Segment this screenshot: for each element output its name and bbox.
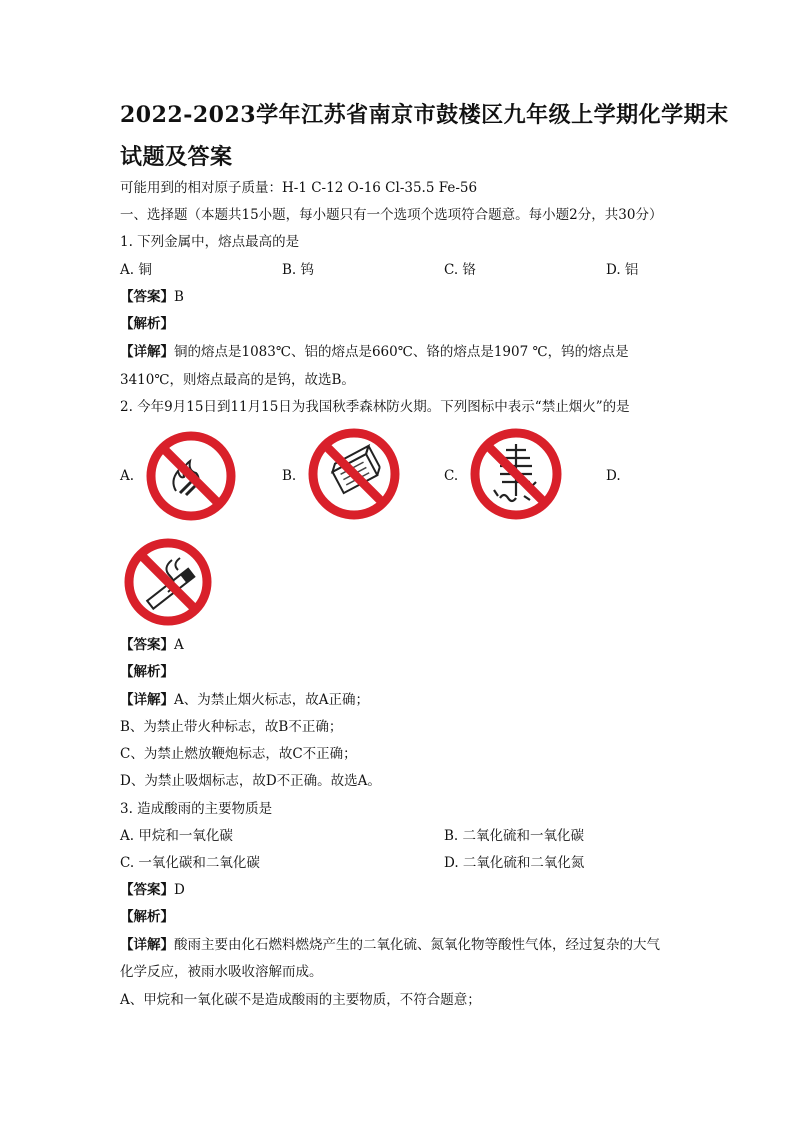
q1-option-a: A. 铜: [120, 262, 152, 278]
q2-option-d-label: D.: [606, 468, 621, 484]
q3-option-a: A. 甲烷和一氧化碳: [120, 828, 233, 844]
answer-value: D: [174, 882, 185, 898]
answer-value: B: [174, 289, 184, 305]
q1-detail-line1: [120, 344, 629, 360]
q1-detail-line2: 3410℃，则熔点最高的是钨，故选B。: [120, 372, 355, 388]
answer-tag: 【答案】: [120, 882, 174, 898]
q3-option-c: C. 一氧化碳和二氧化碳: [120, 855, 260, 871]
q2-analysis-tag: 【解析】: [120, 664, 174, 680]
detail-text: 铜的熔点是1083℃、铝的熔点是660℃、铬的熔点是1907 ℃，钨的熔点是: [174, 344, 629, 360]
q2-option-c-label: C.: [444, 468, 459, 484]
document-title-line2: 试题及答案: [120, 144, 233, 170]
detail-text: A、为禁止烟火标志，故A正确；: [174, 692, 369, 708]
q2-detail-line2: B、为禁止带火种标志，故B不正确；: [120, 719, 343, 735]
q2-stem: 2. 今年9月15日到11月15日为我国秋季森林防火期。下列图标中表示“禁止烟火”的是: [120, 399, 630, 415]
q2-answer: [120, 637, 184, 653]
q2-detail-line1: [120, 692, 369, 708]
q3-detail-line2: 化学反应，被雨水吸收溶解而成。: [120, 964, 323, 980]
detail-tag: 【详解】: [120, 344, 174, 360]
q1-option-c: C. 铬: [444, 262, 476, 278]
answer-tag: 【答案】: [120, 637, 174, 653]
q3-analysis-tag: 【解析】: [120, 909, 174, 925]
no-smoking-sign-icon: [124, 538, 212, 626]
q3-detail-line1: [120, 937, 660, 953]
q3-answer: [120, 882, 185, 898]
answer-tag: 【答案】: [120, 289, 174, 305]
q2-detail-line3: C、为禁止燃放鞭炮标志，故C不正确；: [120, 746, 357, 762]
q3-option-d: D. 二氧化硫和二氧化氮: [444, 855, 585, 871]
detail-tag: 【详解】: [120, 692, 174, 708]
q1-option-d: D. 铝: [606, 262, 639, 278]
answer-value: A: [174, 637, 184, 653]
q1-analysis-tag: 【解析】: [120, 316, 174, 332]
q3-option-b: B. 二氧化硫和一氧化碳: [444, 828, 585, 844]
q3-detail-line3: A、甲烷和一氧化碳不是造成酸雨的主要物质，不符合题意；: [120, 992, 481, 1008]
no-kindling-sign-icon: [308, 428, 400, 520]
q1-answer: [120, 289, 184, 305]
no-firecracker-sign-icon: [470, 428, 562, 520]
atomic-masses: 可能用到的相对原子质量：H-1 C-12 O-16 Cl-35.5 Fe-56: [120, 180, 478, 196]
q3-stem: 3. 造成酸雨的主要物质是: [120, 801, 273, 817]
detail-text: 酸雨主要由化石燃料燃烧产生的二氧化硫、氮氧化物等酸性气体，经过复杂的大气: [174, 937, 660, 953]
q2-detail-line4: D、为禁止吸烟标志，故D不正确。故选A。: [120, 773, 381, 789]
q1-option-b: B. 钨: [282, 262, 315, 278]
q1-stem: 1. 下列金属中，熔点最高的是: [120, 234, 300, 250]
q2-option-a-label: A.: [120, 468, 135, 484]
detail-tag: 【详解】: [120, 937, 174, 953]
section-header: 一、选择题（本题共15小题，每小题只有一个选项个选项符合题意。每小题2分，共30分）: [120, 207, 663, 223]
document-title-line1: 2022-2023学年江苏省南京市鼓楼区九年级上学期化学期末: [120, 102, 729, 128]
no-fire-sign-icon: [146, 431, 236, 521]
q2-option-b-label: B.: [282, 468, 297, 484]
